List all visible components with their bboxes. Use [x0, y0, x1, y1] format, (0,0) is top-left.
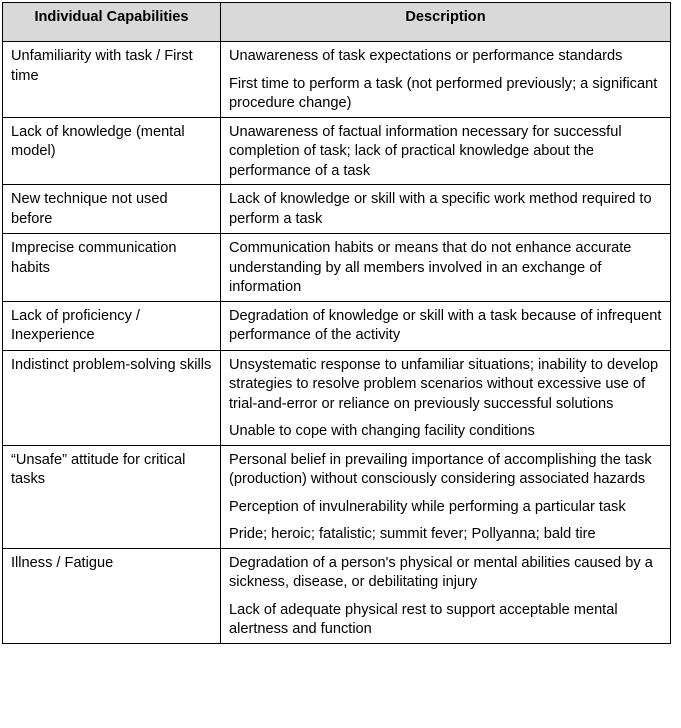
capabilities-table [2, 2, 671, 644]
description-cell [221, 445, 671, 548]
description-text: Lack of knowledge or skill with a specific work method required to perform a task [229, 191, 652, 227]
description-cell [221, 117, 671, 185]
table-row [3, 185, 671, 234]
description-text: Unsystematic response to unfamiliar situations; inability to develop strategies to resolve problem scenarios without excessive use of trial-and-error or reliance on previously successful solutions [229, 356, 659, 412]
description-text: Communication habits or means that do not enhance accurate understanding by all members involved in an exchange of information [229, 240, 632, 295]
capability-cell: Imprecise communication habits [3, 234, 221, 302]
table-row [3, 42, 671, 118]
description-cell [221, 42, 671, 118]
description-text: Unawareness of factual information necessary for successful completion of task; lack of practical knowledge about the performance of a task [229, 123, 622, 179]
description-text: Degradation of a person's physical or mental abilities caused by a sickness, disease, or debilitating injury [229, 554, 653, 590]
capability-cell: Unfamiliarity with task / First time [3, 42, 221, 118]
table-body [3, 42, 671, 644]
capability-cell: Lack of proficiency / Inexperience [3, 301, 221, 350]
table-row [3, 301, 671, 350]
table-row [3, 548, 671, 643]
description-text: Unawareness of task expectations or performance standards [229, 48, 623, 64]
description-cell [221, 185, 671, 234]
document-page [2, 2, 671, 644]
capability-cell: Illness / Fatigue [3, 548, 221, 643]
table-row [3, 350, 671, 445]
description-text: First time to perform a task (not performed previously; a significant procedure change) [229, 75, 658, 111]
description-text: Degradation of knowledge or skill with a task because of infrequent performance of the activity [229, 307, 662, 343]
capability-cell: Indistinct problem-solving skills [3, 350, 221, 445]
description-cell [221, 548, 671, 643]
description-cell [221, 234, 671, 302]
description-cell [221, 301, 671, 350]
header-description: Description [221, 3, 671, 42]
table-row [3, 445, 671, 548]
description-text: Perception of invulnerability while performing a particular task [229, 498, 626, 515]
table-row [3, 234, 671, 302]
table-header [3, 3, 671, 42]
description-text: Unable to cope with changing facility conditions [229, 423, 535, 439]
header-capability: Individual Capabilities [3, 3, 221, 42]
description-text: Pride; heroic; fatalistic; summit fever; Pollyanna; bald tire [229, 526, 596, 542]
description-text: Lack of adequate physical rest to support acceptable mental alertness and function [229, 601, 618, 637]
table-row [3, 117, 671, 185]
description-text: Personal belief in prevailing importance of accomplishing the task (production) without consciously considering associated hazards [229, 451, 652, 487]
capability-cell: Lack of knowledge (mental model) [3, 117, 221, 185]
capability-cell: “Unsafe” attitude for critical tasks [3, 445, 221, 548]
capability-cell: New technique not used before [3, 185, 221, 234]
header-row [3, 3, 671, 42]
description-cell [221, 350, 671, 445]
